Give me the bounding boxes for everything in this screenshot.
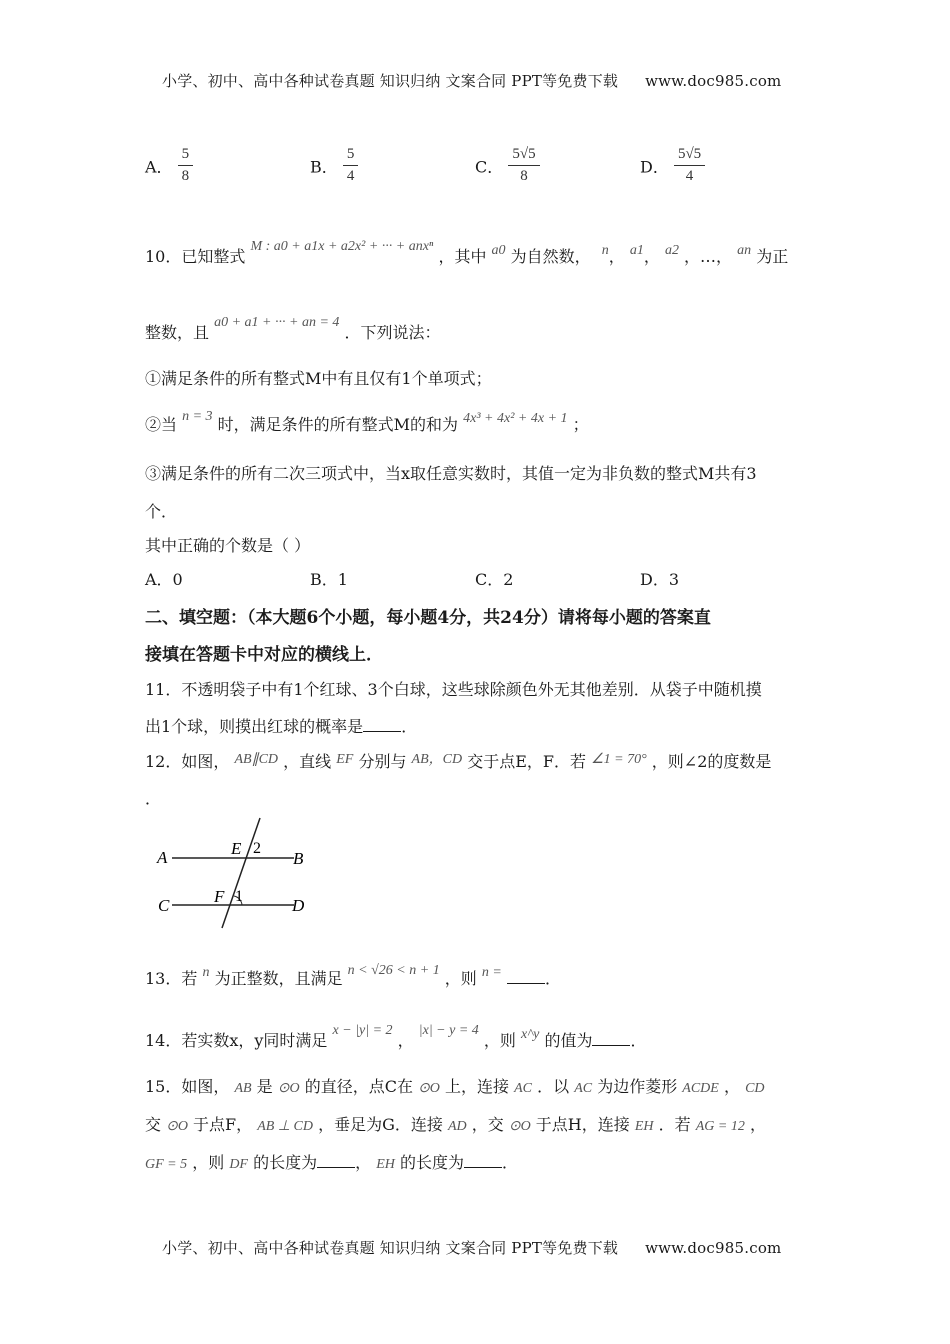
q9-option-b: B． $\frac{5}{4}$ xyxy=(310,146,358,186)
q10-option-d: D．3 xyxy=(640,570,680,589)
q10-option-a: A．0 xyxy=(145,570,183,589)
q10-line1: 10．已知整式 M : a0 + a1x + a2x² + ··· + anxⁿ ，其中 a0 为自然数， n， a1， a2 ，…， an 为正 xyxy=(145,239,789,266)
page-header xyxy=(162,70,781,91)
answer-blank xyxy=(363,719,401,732)
footer-text: 小学、初中、高中各种试卷真题 知识归纳 文案合同 PPT等免费下载 xyxy=(162,1239,619,1257)
label-angle-1: 1 xyxy=(235,888,243,905)
q15-line2: 交 ⊙O 于点F， AB ⊥ CD ，垂足为G．连接 AD ，交 ⊙O 于点H，连接 EH ．若 AG = 12 ， xyxy=(145,1115,766,1134)
q10-formula: M : a0 + a1x + a2x² + ··· + anxⁿ xyxy=(250,239,434,254)
q10-statement-3a: ③满足条件的所有二次三项式中，当x取任意实数时，其值一定为非负数的整式M共有3 xyxy=(145,464,757,483)
q10-statement-1: ①满足条件的所有整式M中有且仅有1个单项式； xyxy=(145,369,492,388)
header-text: 小学、初中、高中各种试卷真题 知识归纳 文案合同 PPT等免费下载 xyxy=(162,72,619,90)
q10-option-c: C．2 xyxy=(475,570,514,589)
q10-option-b: B．1 xyxy=(310,570,348,589)
q10-statement-3b: 个． xyxy=(145,502,178,521)
answer-blank xyxy=(464,1155,502,1168)
q15-line1: 15．如图， AB 是 ⊙O 的直径，点C在 ⊙O 上，连接 AC ．以 AC 为边作菱形 ACDE ， CD xyxy=(145,1077,765,1096)
label-angle-2: 2 xyxy=(253,840,261,857)
q9-option-a: A． $\frac{5}{8}$ xyxy=(145,146,193,186)
q12-tail: ． xyxy=(145,789,162,808)
label-e: E xyxy=(231,839,242,858)
answer-blank xyxy=(592,1033,630,1046)
line-ef xyxy=(222,818,260,928)
q14-line: 14．若实数x，y同时满足 x − |y| = 2 ， |x| − y = 4 ，则 x^y 的值为 ． xyxy=(145,1023,647,1050)
section2-heading-line2: 接填在答题卡中对应的横线上． xyxy=(145,645,383,665)
q10-ask: 其中正确的个数是（ ） xyxy=(145,536,311,555)
label-b: B xyxy=(293,849,304,868)
q10-statement-2: ②当 n = 3 时，满足条件的所有整式M的和为 4x³ + 4x² + 4x + 1 ； xyxy=(145,409,589,434)
q12-figure xyxy=(150,812,320,932)
answer-blank xyxy=(507,971,545,984)
q11-line1: 11．不透明袋子中有1个红球、3个白球，这些球除颜色外无其他差别．从袋子中随机摸 xyxy=(145,680,762,699)
label-a: A xyxy=(157,848,168,867)
q12-line1: 12．如图， AB∥CD ，直线 EF 分别与 AB，CD 交于点E，F．若 ∠1 = 70° ，则∠2的度数是 xyxy=(145,752,772,771)
section2-heading-line1: 二、填空题：（本大题6个小题，每小题4分，共24分）请将每小题的答案直 xyxy=(145,608,711,628)
q9-option-d: D． $\frac{5√5}{4}$ xyxy=(640,146,705,186)
footer-url: www.doc985.com xyxy=(645,1239,782,1257)
header-url: www.doc985.com xyxy=(645,72,782,90)
label-c: C xyxy=(158,896,170,915)
q10-condition: a0 + a1 + ··· + an = 4 xyxy=(214,315,340,330)
q10-line2: 整数，且 a0 + a1 + ··· + an = 4 ．下列说法： xyxy=(145,315,441,342)
q11-line2: 出1个球，则摸出红球的概率是 ． xyxy=(145,717,418,736)
answer-blank xyxy=(317,1155,355,1168)
q9-option-c: C． $\frac{5√5}{8}$ xyxy=(475,146,540,186)
label-f: F xyxy=(214,887,225,906)
q13-line: 13．若 n 为正整数，且满足 n < √26 < n + 1 ，则 n = ． xyxy=(145,963,561,988)
page-footer xyxy=(162,1237,781,1258)
label-d: D xyxy=(292,896,305,915)
q15-line3: GF = 5 ，则 DF 的长度为 ， EH 的长度为 ． xyxy=(145,1153,518,1172)
